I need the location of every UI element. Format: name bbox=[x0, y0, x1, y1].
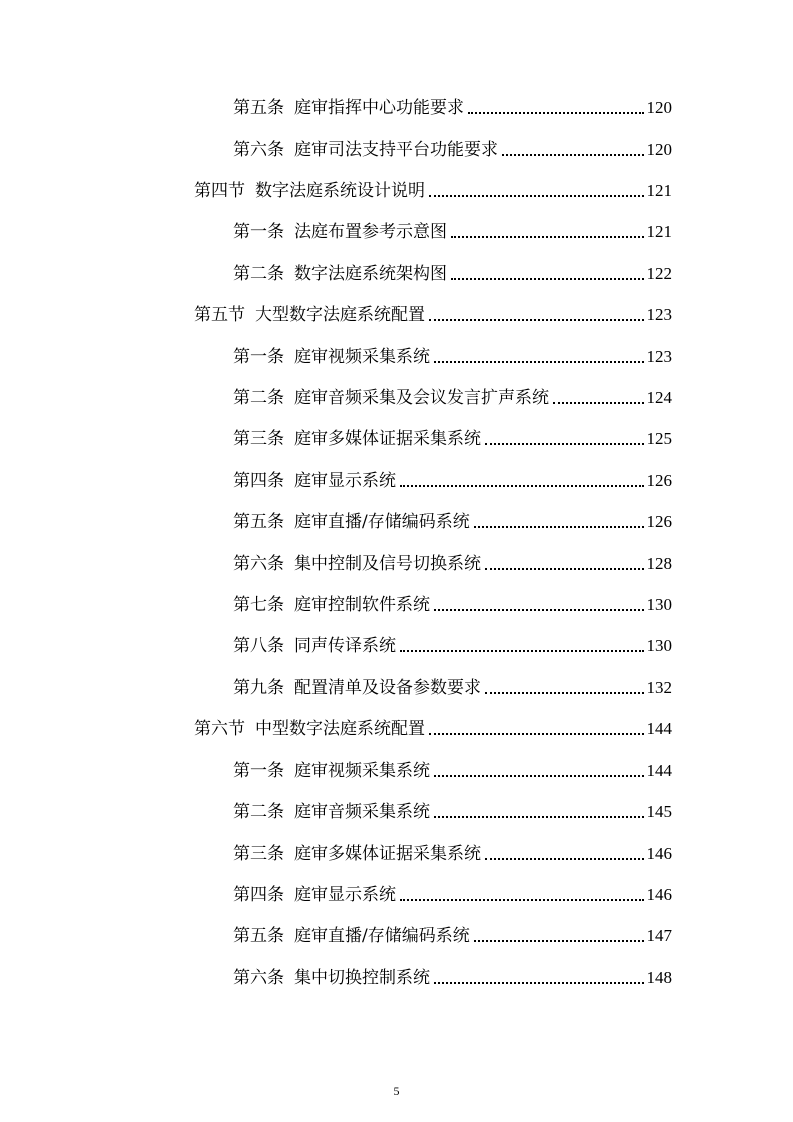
toc-entry-number: 第四条 bbox=[233, 471, 284, 491]
toc-entry-title: 庭审多媒体证据采集系统 bbox=[294, 844, 481, 864]
toc-entry-number: 第六条 bbox=[233, 554, 284, 574]
toc-entry[interactable] bbox=[194, 303, 672, 327]
dot-leader bbox=[474, 526, 644, 528]
toc-entry-title: 庭审音频采集及会议发言扩声系统 bbox=[294, 388, 549, 408]
dot-leader bbox=[400, 899, 644, 901]
dot-leader bbox=[553, 402, 644, 404]
toc-entry[interactable] bbox=[233, 676, 672, 700]
toc-entry-title: 大型数字法庭系统配置 bbox=[255, 305, 425, 325]
dot-leader bbox=[434, 982, 644, 984]
toc-entry-title: 庭审直播/存储编码系统 bbox=[294, 926, 470, 946]
toc-entry-page: 144 bbox=[646, 719, 672, 738]
dot-leader bbox=[451, 278, 644, 280]
toc-entry-title: 庭审视频采集系统 bbox=[294, 347, 430, 367]
toc-entry[interactable] bbox=[233, 427, 672, 451]
toc-entry-title: 庭审司法支持平台功能要求 bbox=[294, 140, 498, 160]
toc-entry-page: 123 bbox=[646, 347, 672, 366]
page-number: 5 bbox=[393, 1084, 400, 1098]
toc-entry-title: 庭审直播/存储编码系统 bbox=[294, 512, 470, 532]
toc-entry[interactable] bbox=[233, 759, 672, 783]
toc-entry-page: 122 bbox=[646, 264, 672, 283]
toc-entry[interactable] bbox=[233, 924, 672, 948]
toc-entry-page: 123 bbox=[646, 305, 672, 324]
toc-entry-title: 法庭布置参考示意图 bbox=[294, 222, 447, 242]
toc-entry-title: 庭审显示系统 bbox=[294, 885, 396, 905]
toc-entry[interactable] bbox=[233, 552, 672, 576]
toc-entry-title: 庭审音频采集系统 bbox=[294, 802, 430, 822]
toc-entry-page: 120 bbox=[646, 140, 672, 159]
toc-entry[interactable] bbox=[233, 345, 672, 369]
toc-entry-page: 128 bbox=[646, 554, 672, 573]
toc-entry-page: 145 bbox=[646, 802, 672, 821]
dot-leader bbox=[429, 319, 644, 321]
toc-entry-page: 146 bbox=[646, 844, 672, 863]
toc-entry[interactable] bbox=[233, 842, 672, 866]
dot-leader bbox=[434, 361, 644, 363]
toc-entry-number: 第三条 bbox=[233, 429, 284, 449]
toc-entry-number: 第二条 bbox=[233, 264, 284, 284]
toc-entry-page: 147 bbox=[646, 926, 672, 945]
toc-entry-number: 第八条 bbox=[233, 636, 284, 656]
toc-entry-title: 集中控制及信号切换系统 bbox=[294, 554, 481, 574]
toc-entry[interactable] bbox=[233, 634, 672, 658]
toc-entry[interactable] bbox=[233, 220, 672, 244]
toc-entry-number: 第五条 bbox=[233, 926, 284, 946]
dot-leader bbox=[400, 650, 644, 652]
toc-entry[interactable] bbox=[233, 262, 672, 286]
toc-entry-page: 148 bbox=[646, 968, 672, 987]
toc-entry-title: 配置清单及设备参数要求 bbox=[294, 678, 481, 698]
dot-leader bbox=[451, 236, 644, 238]
toc-entry-number: 第六条 bbox=[233, 140, 284, 160]
dot-leader bbox=[434, 775, 644, 777]
toc-entry-page: 124 bbox=[646, 388, 672, 407]
toc-entry-number: 第七条 bbox=[233, 595, 284, 615]
dot-leader bbox=[429, 733, 644, 735]
dot-leader bbox=[485, 858, 644, 860]
dot-leader bbox=[502, 154, 644, 156]
toc-entry-page: 125 bbox=[646, 429, 672, 448]
toc-entry-page: 132 bbox=[646, 678, 672, 697]
toc-entry[interactable] bbox=[233, 138, 672, 162]
toc-entry-number: 第四条 bbox=[233, 885, 284, 905]
dot-leader bbox=[429, 195, 644, 197]
toc-entry-title: 庭审控制软件系统 bbox=[294, 595, 430, 615]
toc-entry-page: 146 bbox=[646, 885, 672, 904]
dot-leader bbox=[485, 443, 644, 445]
toc-entry-page: 130 bbox=[646, 595, 672, 614]
toc-entry-number: 第二条 bbox=[233, 388, 284, 408]
toc-entry-title: 庭审多媒体证据采集系统 bbox=[294, 429, 481, 449]
toc-entry-page: 126 bbox=[646, 471, 672, 490]
toc-entry-number: 第一条 bbox=[233, 222, 284, 242]
toc-entry-title: 数字法庭系统架构图 bbox=[294, 264, 447, 284]
toc-entry[interactable] bbox=[233, 510, 672, 534]
dot-leader bbox=[434, 609, 644, 611]
toc-entry[interactable] bbox=[233, 386, 672, 410]
toc-entry[interactable] bbox=[233, 800, 672, 824]
toc-entry-page: 120 bbox=[646, 98, 672, 117]
toc-entry[interactable] bbox=[233, 593, 672, 617]
toc-entry-page: 130 bbox=[646, 636, 672, 655]
toc-entry-page: 126 bbox=[646, 512, 672, 531]
toc-entry[interactable] bbox=[233, 469, 672, 493]
dot-leader bbox=[485, 568, 644, 570]
toc-entry-number: 第六节 bbox=[194, 719, 245, 739]
dot-leader bbox=[434, 816, 644, 818]
toc-entry-page: 144 bbox=[646, 761, 672, 780]
toc-entry[interactable] bbox=[233, 966, 672, 990]
toc-entry-number: 第九条 bbox=[233, 678, 284, 698]
toc-entry-number: 第五条 bbox=[233, 512, 284, 532]
toc-entry-number: 第二条 bbox=[233, 802, 284, 822]
toc-entry[interactable] bbox=[194, 717, 672, 741]
toc-entry-number: 第五条 bbox=[233, 98, 284, 118]
toc-entry-page: 121 bbox=[646, 222, 672, 241]
toc-entry-number: 第五节 bbox=[194, 305, 245, 325]
dot-leader bbox=[400, 485, 644, 487]
toc-entry-title: 庭审视频采集系统 bbox=[294, 761, 430, 781]
toc-entry-number: 第三条 bbox=[233, 844, 284, 864]
toc-entry-page: 121 bbox=[646, 181, 672, 200]
toc-entry-title: 同声传译系统 bbox=[294, 636, 396, 656]
toc-entry-title: 中型数字法庭系统配置 bbox=[255, 719, 425, 739]
toc-entry-number: 第六条 bbox=[233, 968, 284, 988]
dot-leader bbox=[474, 940, 644, 942]
toc-entry[interactable] bbox=[233, 96, 672, 120]
toc-entry-title: 庭审显示系统 bbox=[294, 471, 396, 491]
toc-entry-number: 第一条 bbox=[233, 761, 284, 781]
toc-entry[interactable] bbox=[194, 179, 672, 203]
toc-entry-title: 数字法庭系统设计说明 bbox=[255, 181, 425, 201]
toc-entry-number: 第一条 bbox=[233, 347, 284, 367]
dot-leader bbox=[468, 112, 644, 114]
dot-leader bbox=[485, 692, 644, 694]
toc-entry-number: 第四节 bbox=[194, 181, 245, 201]
toc-entry-title: 庭审指挥中心功能要求 bbox=[294, 98, 464, 118]
toc-entry-title: 集中切换控制系统 bbox=[294, 968, 430, 988]
toc-entry[interactable] bbox=[233, 883, 672, 907]
